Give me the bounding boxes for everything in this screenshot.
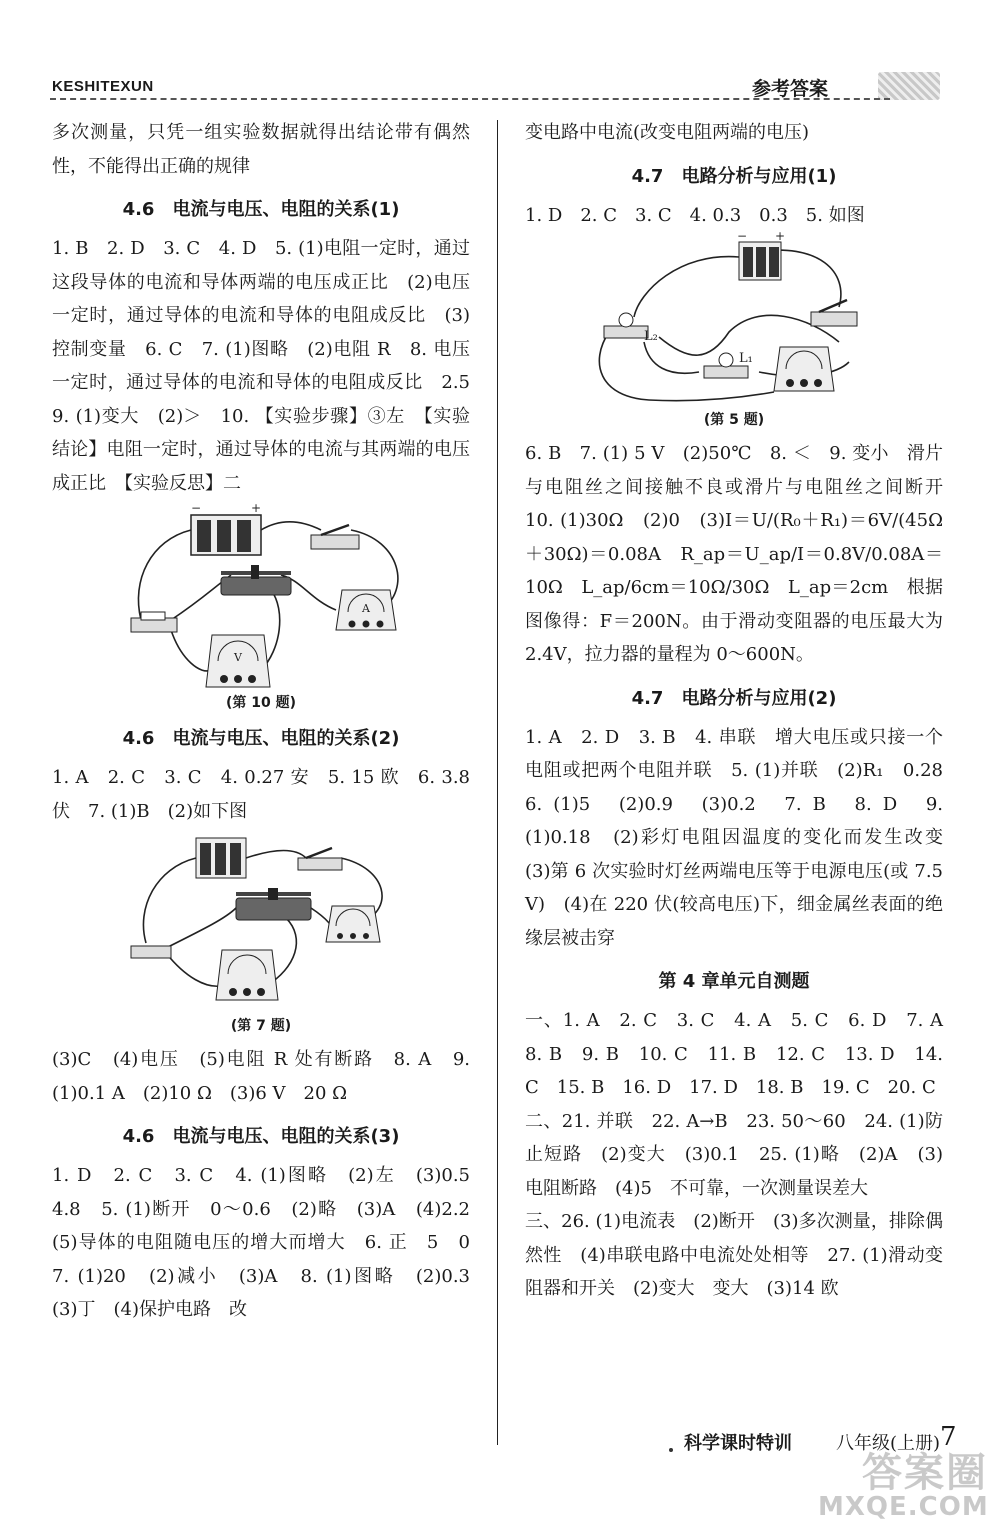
footer-dot	[669, 1448, 673, 1452]
answer-text: 1. D 2. C 3. C 4. 0.3 0.3 5. 如图	[525, 204, 865, 226]
section-heading: 第 4 章单元自测题	[658, 971, 810, 992]
svg-text:+: +	[251, 501, 262, 515]
footer-grade: 八年级(上册)	[836, 1433, 941, 1454]
lamp-label-l2: L₂	[644, 329, 658, 344]
column-divider	[497, 120, 498, 1445]
answer-text: 一、1. A 2. C 3. C 4. A 5. C 6. D 7. A 8. B 9. B 10. C 11. B 12. C 13. D 14. C 15. B 16. D 17. D 18. B 19. C 20. C	[525, 1010, 961, 1098]
ammeter-icon	[774, 347, 834, 391]
section-heading: 4.7 电路分析与应用(2)	[631, 687, 837, 709]
section-heading: 4.6 电流与电压、电阻的关系(1)	[122, 199, 400, 220]
battery-icon	[737, 232, 785, 280]
switch-icon	[298, 848, 342, 870]
voltmeter-icon	[206, 635, 270, 687]
section-heading: 4.6 电流与电压、电阻的关系(2)	[122, 728, 400, 749]
rheostat-icon	[236, 888, 311, 920]
header-decoration	[878, 72, 940, 100]
answer-text: 1. D 2. C 3. C 4. (1)图略 (2)左 (3)0.5 4.8 5. (1)断开 0～0.6 (2)略 (3)A (4)2.2 (5)导体的电阻随电压的增大而增大 6. 正 5 0 7. (1)20 (2)减小 (3)A 8. (1)图略 (2)0.3 (3)丁 (4)保护电路 改	[52, 1165, 488, 1320]
answer-text: 1. A 2. D 3. B 4. 串联 增大电压或只接一个电阻或把两个电阻并联 5. (1)并联 (2)R₁ 0.28 6. (1)5 (2)0.9 (3)0.2 7. B 8. D 9. (1)0.18 (2)彩灯电阻因温度的变化而发生改变 (3)第 6 次实验时灯丝两端电压等于电源电压(或 7.5 V) (4)在 220 伏(较高电压)下，细金属丝表面的绝缘层被击穿	[525, 726, 961, 949]
svg-text:+: +	[775, 232, 786, 243]
section-heading: 4.7 电路分析与应用(1)	[631, 165, 837, 187]
answer-text: 1. B 2. D 3. C 4. D 5. (1)电阻一定时，通过这段导体的电流和导体两端的电压成正比 (2)电压一定时，通过导体的电流和导体的电阻成反比 (3)控制变量 6. C 7. (1)图略 (2)电阻 R 8. 电压一定时，通过导体的电流和导体的电阻成反比 2.5 9. (1)变大 (2)＞ 10. 【实验步骤】③左 【实验结论】电阻一定时，通过导体的电流与其两端的电压成正比 【实验反思】二	[52, 238, 488, 494]
section-heading: 4.6 电流与电压、电阻的关系(3)	[122, 1126, 400, 1147]
page-number: 7	[940, 1422, 957, 1452]
circuit-diagram-q10	[111, 500, 411, 690]
voltmeter-icon	[216, 950, 278, 1000]
resistor-icon	[131, 612, 177, 632]
watermark-line: 答案圈	[862, 1450, 988, 1496]
svg-text:−: −	[737, 232, 748, 243]
watermark-line: MXQE.COM	[818, 1492, 989, 1522]
footer-book-title: 科学课时特训	[684, 1433, 792, 1454]
answer-text: 三、26. (1)电流表 (2)断开 (3)多次测量，排除偶然性 (4)串联电路中电流处处相等 27. (1)滑动变阻器和开关 (2)变大 变大 (3)14 欧	[525, 1211, 943, 1299]
circuit-diagram-q5	[589, 232, 879, 407]
bulb-icon-l2	[604, 313, 648, 338]
right-column	[525, 116, 961, 1306]
ammeter-icon	[326, 906, 380, 942]
page-header-title: 参考答案	[752, 78, 829, 100]
battery-icon	[196, 838, 246, 878]
answer-text: 1. A 2. C 3. C 4. 0.27 安 5. 15 欧 6. 3.8 伏 7. (1)B (2)如下图	[52, 767, 470, 822]
svg-text:−: −	[191, 501, 202, 515]
circuit-diagram-q7	[126, 828, 396, 1013]
answer-text: 二、21. 并联 22. A→B 23. 50～60 24. (1)防止短路 (2)变大 (3)0.1 25. (1)略 (2)A (3)电阻断路 (4)5 不可靠，一次测量误差大	[525, 1110, 943, 1199]
resistor-icon	[131, 946, 171, 958]
figure-caption: (第 5 题)	[703, 412, 765, 428]
figure-caption: (第 10 题)	[225, 695, 297, 711]
answer-text: (3)C (4)电压 (5)电阻 R 处有断路 8. A 9. (1)0.1 A (2)10 Ω (3)6 V 20 Ω	[52, 1049, 470, 1104]
brand: KESHITEXUN	[52, 78, 154, 95]
answer-text: 多次测量，只凭一组实验数据就得出结论带有偶然性，不能得出正确的规律	[52, 122, 470, 177]
battery-icon	[191, 501, 261, 555]
header-rule	[50, 98, 890, 100]
lamp-label-l1: L₁	[739, 351, 753, 366]
svg-text:A: A	[362, 602, 370, 615]
switch-icon	[811, 300, 857, 326]
rheostat-icon	[221, 565, 291, 595]
ammeter-icon	[336, 590, 396, 630]
left-column	[52, 116, 488, 1327]
figure-caption: (第 7 题)	[230, 1018, 292, 1034]
watermark	[818, 1452, 988, 1521]
answer-text: 6. B 7. (1) 5 V (2)50℃ 8. ＜ 9. 变小 滑片与电阻丝之间接触不良或滑片与电阻丝之间断开 10. (1)30Ω (2)0 (3)I＝U/(R₀＋R₁)＝6V/(45Ω＋30Ω)＝0.08A R_ap＝U_ap/I＝0.8V/0.08A＝10Ω L_ap/6cm＝10Ω/30Ω L_ap＝2cm 根据图像得：F＝200N。由于滑动变阻器的电压最大为 2.4V，拉力器的量程为 0～600N。	[525, 443, 961, 665]
svg-text:V: V	[234, 651, 242, 664]
answer-text: 变电路中电流(改变电阻两端的电压)	[525, 122, 810, 143]
